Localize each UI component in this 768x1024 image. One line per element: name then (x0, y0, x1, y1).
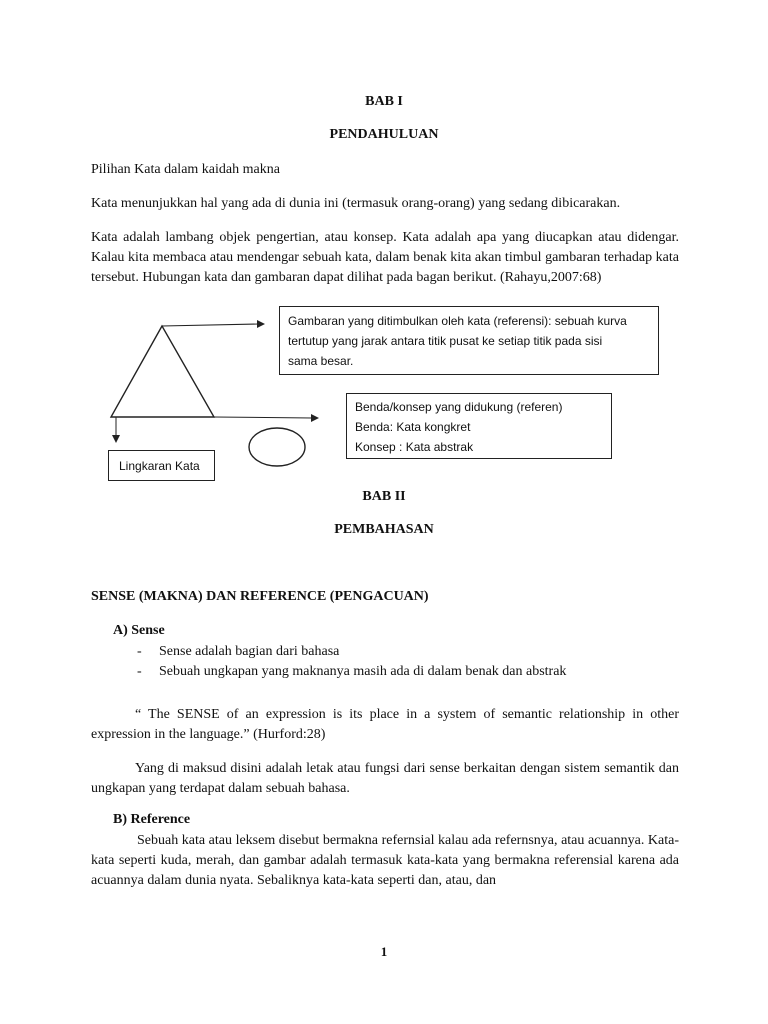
arrow-head-reference (257, 320, 265, 328)
reference-line: sama besar. (288, 354, 354, 368)
reference-paragraph: Sebuah kata atau leksem disebut bermakna refernsial kalau ada refernsnya, atau acuannya. Kata-kata seperti kuda, merah, dan gambar adalah termasuk kata-kata yang bermakna referensial karena ada acuannya dalam dunia nyata. Sebaliknya kata-kata seperti dan, atau, dan (91, 833, 679, 888)
intro-paragraph-3: Kata adalah lambang objek pengertian, atau konsep. Kata adalah apa yang diucapkan atau didengar. Kalau kita membaca atau mendengar sebuah kata, dalam benak kita akan timbul gambaran terhadap kata tersebut. Hubungan kata dan gambaran dapat dilihat pada bagan berikut. (Rahayu,2007:68) (91, 230, 679, 285)
arrow-head-referent (311, 414, 319, 422)
arrow-to-reference (162, 324, 258, 326)
chapter2-title: PEMBAHASAN (334, 522, 434, 537)
chapter-number: BAB I (365, 94, 403, 109)
arrow-to-referent (214, 417, 312, 418)
arrow-head-word (112, 435, 120, 443)
word-label: Lingkaran Kata (119, 459, 200, 473)
reference-heading: B) Reference (113, 812, 191, 827)
sense-explanation: Yang di maksud disini adalah letak atau fungsi dari sense berkaitan dengan sistem semantik dan ungkapan yang terdapat dalam sebuah bahasa. (91, 761, 679, 796)
chapter2-number: BAB II (362, 489, 406, 504)
word-box (108, 450, 215, 481)
intro-paragraph-1: Pilihan Kata dalam kaidah makna (91, 162, 280, 177)
sense-heading: A) Sense (113, 623, 165, 638)
sense-quote: “ The SENSE of an expression is its place in a system of semantic relationship in other expression in the language.” (Hurford:28) (91, 707, 679, 742)
referent-line: Benda/konsep yang didukung (referen) (355, 400, 563, 414)
list-item: - Sense adalah bagian dari bahasa (137, 642, 677, 662)
referent-line: Konsep : Kata abstrak (355, 440, 474, 454)
triangle-shape (111, 326, 214, 417)
reference-line: Gambaran yang ditimbulkan oleh kata (referensi): sebuah kurva (288, 314, 627, 328)
sense-list (137, 642, 677, 682)
list-item: - Sebuah ungkapan yang maknanya masih ada di dalam benak dan abstrak (137, 662, 677, 682)
chapter-title: PENDAHULUAN (329, 127, 439, 142)
referent-line: Benda: Kata kongkret (355, 420, 471, 434)
section-heading: SENSE (MAKNA) DAN REFERENCE (PENGACUAN) (91, 589, 429, 604)
reference-box (279, 306, 659, 375)
referent-box (346, 393, 612, 459)
reference-line: tertutup yang jarak antara titik pusat ke setiap titik pada sisi (288, 334, 603, 348)
intro-paragraph-2: Kata menunjukkan hal yang ada di dunia ini (termasuk orang-orang) yang sedang dibicarakan. (91, 196, 621, 211)
page-number: 1 (380, 944, 388, 959)
circle-shape (249, 428, 305, 466)
